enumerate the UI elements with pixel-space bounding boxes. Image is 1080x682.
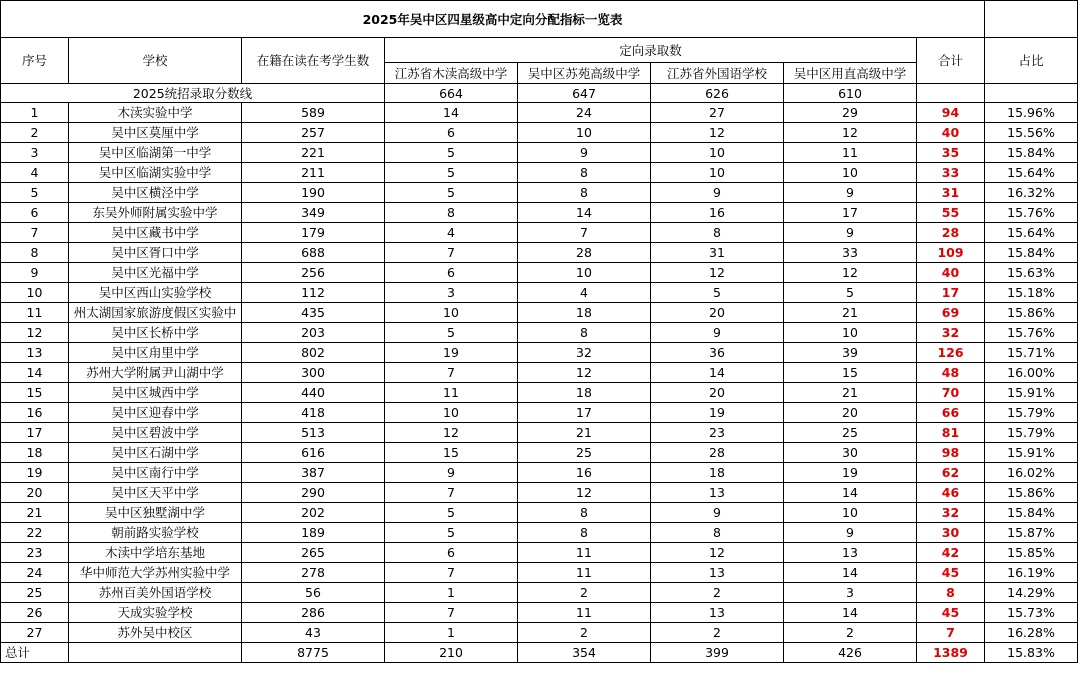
- cell-hs2: 18: [518, 303, 651, 323]
- score-hs3: 626: [651, 84, 784, 103]
- cell-students: 290: [242, 483, 385, 503]
- header-hs3: 江苏省外国语学校: [651, 63, 784, 84]
- table-row: [1, 403, 1078, 423]
- cell-school: 吴中区光福中学: [69, 263, 242, 283]
- cell-school: 吴中区独墅湖中学: [69, 503, 242, 523]
- table-row: [1, 343, 1078, 363]
- cell-hs1: 1: [385, 623, 518, 643]
- cell-seq: 19: [1, 463, 69, 483]
- cell-hs2: 21: [518, 423, 651, 443]
- cell-students: 616: [242, 443, 385, 463]
- table-row: [1, 223, 1078, 243]
- cell-school: 吴中区城西中学: [69, 383, 242, 403]
- cell-seq: 11: [1, 303, 69, 323]
- cell-ratio: 15.84%: [985, 243, 1078, 263]
- cell-hs1: 11: [385, 383, 518, 403]
- cell-ratio: 15.64%: [985, 163, 1078, 183]
- cell-ratio: 15.91%: [985, 383, 1078, 403]
- cell-seq: 4: [1, 163, 69, 183]
- cell-total: 40: [917, 123, 985, 143]
- cell-hs4: 21: [784, 303, 917, 323]
- cell-hs1: 7: [385, 483, 518, 503]
- summary-ratio: 15.83%: [985, 643, 1078, 663]
- cell-students: 179: [242, 223, 385, 243]
- cell-total: 45: [917, 563, 985, 583]
- cell-hs1: 7: [385, 363, 518, 383]
- cell-total: 94: [917, 103, 985, 123]
- cell-hs1: 4: [385, 223, 518, 243]
- header-total: 合计: [917, 38, 985, 84]
- cell-school: 木渎中学培东基地: [69, 543, 242, 563]
- cell-total: 45: [917, 603, 985, 623]
- cell-hs2: 25: [518, 443, 651, 463]
- cell-total: 31: [917, 183, 985, 203]
- cell-school: 苏州大学附属尹山湖中学: [69, 363, 242, 383]
- cell-hs4: 9: [784, 223, 917, 243]
- cell-school: 吴中区西山实验学校: [69, 283, 242, 303]
- cell-total: 109: [917, 243, 985, 263]
- cell-hs2: 7: [518, 223, 651, 243]
- header-students: 在籍在读在考学生数: [242, 38, 385, 84]
- cell-hs4: 9: [784, 183, 917, 203]
- cell-school: 吴中区临湖实验中学: [69, 163, 242, 183]
- cell-students: 190: [242, 183, 385, 203]
- cell-ratio: 15.87%: [985, 523, 1078, 543]
- cell-seq: 27: [1, 623, 69, 643]
- cell-hs1: 14: [385, 103, 518, 123]
- cell-total: 40: [917, 263, 985, 283]
- cell-seq: 24: [1, 563, 69, 583]
- cell-ratio: 16.19%: [985, 563, 1078, 583]
- cell-hs1: 7: [385, 243, 518, 263]
- table-row: [1, 483, 1078, 503]
- cell-school: 吴中区横泾中学: [69, 183, 242, 203]
- cell-school: 天成实验学校: [69, 603, 242, 623]
- cell-hs2: 8: [518, 183, 651, 203]
- cell-hs2: 32: [518, 343, 651, 363]
- cell-hs3: 20: [651, 383, 784, 403]
- table-row: [1, 143, 1078, 163]
- cell-school: 吴中区南行中学: [69, 463, 242, 483]
- cell-students: 43: [242, 623, 385, 643]
- cell-total: 7: [917, 623, 985, 643]
- empty-corner-cell: [985, 1, 1078, 38]
- cell-hs4: 14: [784, 483, 917, 503]
- cell-hs3: 23: [651, 423, 784, 443]
- table-row: [1, 503, 1078, 523]
- cell-ratio: 14.29%: [985, 583, 1078, 603]
- cell-students: 589: [242, 103, 385, 123]
- cell-hs3: 20: [651, 303, 784, 323]
- cell-hs3: 5: [651, 283, 784, 303]
- cell-total: 35: [917, 143, 985, 163]
- cell-hs1: 5: [385, 163, 518, 183]
- cell-school: 苏外吴中校区: [69, 623, 242, 643]
- header-seq: 序号: [1, 38, 69, 84]
- cell-total: 33: [917, 163, 985, 183]
- cell-ratio: 16.28%: [985, 623, 1078, 643]
- cell-hs3: 19: [651, 403, 784, 423]
- table-row: [1, 463, 1078, 483]
- cell-hs1: 9: [385, 463, 518, 483]
- cell-hs2: 14: [518, 203, 651, 223]
- cell-hs1: 5: [385, 143, 518, 163]
- cell-seq: 13: [1, 343, 69, 363]
- cell-seq: 7: [1, 223, 69, 243]
- table-row: [1, 603, 1078, 623]
- score-row-label: 2025统招录取分数线: [1, 84, 385, 103]
- header-hs4: 吴中区用直高级中学: [784, 63, 917, 84]
- cell-ratio: 15.73%: [985, 603, 1078, 623]
- cell-students: 202: [242, 503, 385, 523]
- cell-total: 66: [917, 403, 985, 423]
- cell-hs3: 9: [651, 183, 784, 203]
- table-row: [1, 283, 1078, 303]
- cell-hs1: 1: [385, 583, 518, 603]
- cell-total: 32: [917, 323, 985, 343]
- summary-hs2: 354: [518, 643, 651, 663]
- cell-hs3: 36: [651, 343, 784, 363]
- cell-students: 440: [242, 383, 385, 403]
- cell-ratio: 15.86%: [985, 303, 1078, 323]
- cell-ratio: 15.86%: [985, 483, 1078, 503]
- cell-ratio: 15.64%: [985, 223, 1078, 243]
- cell-hs3: 2: [651, 623, 784, 643]
- score-hs4: 610: [784, 84, 917, 103]
- cell-hs3: 13: [651, 483, 784, 503]
- table-row: [1, 363, 1078, 383]
- summary-row: [1, 643, 1078, 663]
- summary-students: 8775: [242, 643, 385, 663]
- cell-hs3: 13: [651, 603, 784, 623]
- summary-hs1: 210: [385, 643, 518, 663]
- cell-ratio: 16.02%: [985, 463, 1078, 483]
- table-row: [1, 563, 1078, 583]
- cell-seq: 16: [1, 403, 69, 423]
- cell-hs4: 15: [784, 363, 917, 383]
- cell-ratio: 15.84%: [985, 503, 1078, 523]
- cell-seq: 17: [1, 423, 69, 443]
- score-total-empty: [917, 84, 985, 103]
- cell-seq: 6: [1, 203, 69, 223]
- cell-ratio: 15.18%: [985, 283, 1078, 303]
- cell-hs2: 11: [518, 543, 651, 563]
- cell-seq: 9: [1, 263, 69, 283]
- cell-students: 189: [242, 523, 385, 543]
- cell-school: 吴中区迎春中学: [69, 403, 242, 423]
- cell-hs3: 9: [651, 323, 784, 343]
- score-hs2: 647: [518, 84, 651, 103]
- cell-hs2: 24: [518, 103, 651, 123]
- cell-students: 300: [242, 363, 385, 383]
- cell-school: 吴中区长桥中学: [69, 323, 242, 343]
- cell-hs1: 10: [385, 303, 518, 323]
- cell-total: 42: [917, 543, 985, 563]
- cell-total: 126: [917, 343, 985, 363]
- cell-hs2: 8: [518, 503, 651, 523]
- cell-hs3: 16: [651, 203, 784, 223]
- cell-ratio: 15.79%: [985, 423, 1078, 443]
- table-title: 2025年吴中区四星级高中定向分配指标一览表: [1, 1, 985, 38]
- cell-hs1: 7: [385, 603, 518, 623]
- cell-seq: 5: [1, 183, 69, 203]
- cell-ratio: 16.00%: [985, 363, 1078, 383]
- table-row: [1, 423, 1078, 443]
- cell-hs3: 12: [651, 263, 784, 283]
- cell-hs2: 9: [518, 143, 651, 163]
- cell-hs4: 17: [784, 203, 917, 223]
- cell-ratio: 15.71%: [985, 343, 1078, 363]
- cell-hs3: 12: [651, 123, 784, 143]
- summary-hs4: 426: [784, 643, 917, 663]
- cell-hs1: 19: [385, 343, 518, 363]
- cell-hs3: 14: [651, 363, 784, 383]
- cell-seq: 1: [1, 103, 69, 123]
- cell-hs4: 21: [784, 383, 917, 403]
- cell-hs1: 5: [385, 323, 518, 343]
- cell-hs2: 4: [518, 283, 651, 303]
- cell-hs1: 8: [385, 203, 518, 223]
- cell-students: 203: [242, 323, 385, 343]
- cell-total: 62: [917, 463, 985, 483]
- cell-students: 418: [242, 403, 385, 423]
- cell-school: 吴中区石湖中学: [69, 443, 242, 463]
- cell-hs1: 6: [385, 123, 518, 143]
- cell-ratio: 15.79%: [985, 403, 1078, 423]
- cell-seq: 3: [1, 143, 69, 163]
- cell-hs4: 14: [784, 603, 917, 623]
- cell-hs4: 5: [784, 283, 917, 303]
- cell-total: 55: [917, 203, 985, 223]
- cell-seq: 12: [1, 323, 69, 343]
- cell-hs4: 19: [784, 463, 917, 483]
- table-row: [1, 203, 1078, 223]
- cell-students: 265: [242, 543, 385, 563]
- cell-hs3: 12: [651, 543, 784, 563]
- cell-hs3: 28: [651, 443, 784, 463]
- cell-hs3: 2: [651, 583, 784, 603]
- cell-total: 98: [917, 443, 985, 463]
- cell-hs4: 2: [784, 623, 917, 643]
- cell-hs4: 29: [784, 103, 917, 123]
- cell-school: 州太湖国家旅游度假区实验中: [69, 303, 242, 323]
- cell-hs3: 13: [651, 563, 784, 583]
- cell-students: 211: [242, 163, 385, 183]
- cell-students: 221: [242, 143, 385, 163]
- cell-school: 华中师范大学苏州实验中学: [69, 563, 242, 583]
- score-ratio-empty: [985, 84, 1078, 103]
- cell-hs4: 20: [784, 403, 917, 423]
- cell-students: 257: [242, 123, 385, 143]
- cell-seq: 14: [1, 363, 69, 383]
- cell-students: 278: [242, 563, 385, 583]
- table-row: [1, 583, 1078, 603]
- cell-seq: 2: [1, 123, 69, 143]
- cell-hs2: 16: [518, 463, 651, 483]
- cell-ratio: 15.63%: [985, 263, 1078, 283]
- cell-hs1: 5: [385, 503, 518, 523]
- cell-students: 286: [242, 603, 385, 623]
- cell-hs2: 12: [518, 483, 651, 503]
- cell-total: 48: [917, 363, 985, 383]
- cell-hs2: 8: [518, 323, 651, 343]
- summary-school-empty: [69, 643, 242, 663]
- cell-hs4: 25: [784, 423, 917, 443]
- cell-students: 513: [242, 423, 385, 443]
- table-row: [1, 383, 1078, 403]
- cell-seq: 8: [1, 243, 69, 263]
- cell-hs3: 8: [651, 523, 784, 543]
- cell-hs1: 6: [385, 263, 518, 283]
- table-row: [1, 323, 1078, 343]
- cell-seq: 20: [1, 483, 69, 503]
- summary-total: 1389: [917, 643, 985, 663]
- cell-hs2: 17: [518, 403, 651, 423]
- header-quota-group: 定向录取数: [385, 38, 917, 63]
- cell-students: 112: [242, 283, 385, 303]
- cell-school: 吴中区胥口中学: [69, 243, 242, 263]
- cell-hs4: 12: [784, 123, 917, 143]
- cell-total: 46: [917, 483, 985, 503]
- cell-hs2: 10: [518, 263, 651, 283]
- cell-total: 28: [917, 223, 985, 243]
- cell-hs3: 9: [651, 503, 784, 523]
- cell-ratio: 15.96%: [985, 103, 1078, 123]
- cell-students: 802: [242, 343, 385, 363]
- cell-seq: 21: [1, 503, 69, 523]
- cell-ratio: 15.76%: [985, 203, 1078, 223]
- cell-total: 70: [917, 383, 985, 403]
- cell-school: 东吴外师附属实验中学: [69, 203, 242, 223]
- cell-students: 387: [242, 463, 385, 483]
- cell-hs2: 11: [518, 603, 651, 623]
- cell-school: 吴中区天平中学: [69, 483, 242, 503]
- cell-hs1: 5: [385, 183, 518, 203]
- cell-hs2: 11: [518, 563, 651, 583]
- cell-hs3: 27: [651, 103, 784, 123]
- header-hs1: 江苏省木渎高级中学: [385, 63, 518, 84]
- cell-seq: 15: [1, 383, 69, 403]
- table-row: [1, 543, 1078, 563]
- cell-hs2: 8: [518, 523, 651, 543]
- header-school: 学校: [69, 38, 242, 84]
- cell-total: 8: [917, 583, 985, 603]
- cell-students: 56: [242, 583, 385, 603]
- cell-hs4: 10: [784, 323, 917, 343]
- cell-total: 32: [917, 503, 985, 523]
- cell-hs4: 9: [784, 523, 917, 543]
- cell-hs2: 28: [518, 243, 651, 263]
- cell-hs3: 31: [651, 243, 784, 263]
- cell-school: 吴中区莫厘中学: [69, 123, 242, 143]
- cell-hs2: 18: [518, 383, 651, 403]
- table-row: [1, 243, 1078, 263]
- cell-hs1: 10: [385, 403, 518, 423]
- header-hs2: 吴中区苏苑高级中学: [518, 63, 651, 84]
- cell-seq: 10: [1, 283, 69, 303]
- cell-hs1: 7: [385, 563, 518, 583]
- cell-total: 30: [917, 523, 985, 543]
- cell-hs4: 33: [784, 243, 917, 263]
- cell-hs1: 3: [385, 283, 518, 303]
- cell-total: 81: [917, 423, 985, 443]
- cell-hs4: 39: [784, 343, 917, 363]
- cell-ratio: 15.85%: [985, 543, 1078, 563]
- cell-hs4: 10: [784, 163, 917, 183]
- summary-hs3: 399: [651, 643, 784, 663]
- cell-students: 435: [242, 303, 385, 323]
- cell-school: 吴中区临湖第一中学: [69, 143, 242, 163]
- summary-label: 总计: [1, 643, 69, 663]
- cell-ratio: 15.56%: [985, 123, 1078, 143]
- cell-seq: 22: [1, 523, 69, 543]
- table-row: [1, 103, 1078, 123]
- cell-seq: 25: [1, 583, 69, 603]
- cell-hs4: 10: [784, 503, 917, 523]
- cell-hs4: 14: [784, 563, 917, 583]
- cell-hs2: 2: [518, 583, 651, 603]
- cell-hs3: 10: [651, 143, 784, 163]
- cell-ratio: 16.32%: [985, 183, 1078, 203]
- cell-hs2: 2: [518, 623, 651, 643]
- table-row: [1, 443, 1078, 463]
- cell-hs1: 6: [385, 543, 518, 563]
- cell-students: 688: [242, 243, 385, 263]
- cell-hs1: 12: [385, 423, 518, 443]
- cell-seq: 23: [1, 543, 69, 563]
- cell-ratio: 15.91%: [985, 443, 1078, 463]
- table-row: [1, 523, 1078, 543]
- cell-school: 吴中区藏书中学: [69, 223, 242, 243]
- cell-school: 朝前路实验学校: [69, 523, 242, 543]
- table-row: [1, 623, 1078, 643]
- table-row: [1, 303, 1078, 323]
- cell-hs1: 15: [385, 443, 518, 463]
- cell-seq: 26: [1, 603, 69, 623]
- cell-hs4: 13: [784, 543, 917, 563]
- cell-school: 木渎实验中学: [69, 103, 242, 123]
- cell-hs4: 30: [784, 443, 917, 463]
- cell-school: 苏州百美外国语学校: [69, 583, 242, 603]
- cell-hs4: 11: [784, 143, 917, 163]
- header-ratio: 占比: [985, 38, 1078, 84]
- cell-hs2: 10: [518, 123, 651, 143]
- cell-hs1: 5: [385, 523, 518, 543]
- cell-students: 256: [242, 263, 385, 283]
- cell-total: 69: [917, 303, 985, 323]
- cell-seq: 18: [1, 443, 69, 463]
- cell-total: 17: [917, 283, 985, 303]
- cell-hs2: 8: [518, 163, 651, 183]
- table-row: [1, 163, 1078, 183]
- table-row: [1, 123, 1078, 143]
- cell-hs4: 12: [784, 263, 917, 283]
- cell-hs3: 10: [651, 163, 784, 183]
- cell-students: 349: [242, 203, 385, 223]
- cell-hs4: 3: [784, 583, 917, 603]
- cell-hs2: 12: [518, 363, 651, 383]
- cell-school: 吴中区碧波中学: [69, 423, 242, 443]
- table-row: [1, 183, 1078, 203]
- score-hs1: 664: [385, 84, 518, 103]
- table-row: [1, 263, 1078, 283]
- cell-school: 吴中区甪里中学: [69, 343, 242, 363]
- cell-ratio: 15.76%: [985, 323, 1078, 343]
- cell-hs3: 8: [651, 223, 784, 243]
- cell-hs3: 18: [651, 463, 784, 483]
- cell-ratio: 15.84%: [985, 143, 1078, 163]
